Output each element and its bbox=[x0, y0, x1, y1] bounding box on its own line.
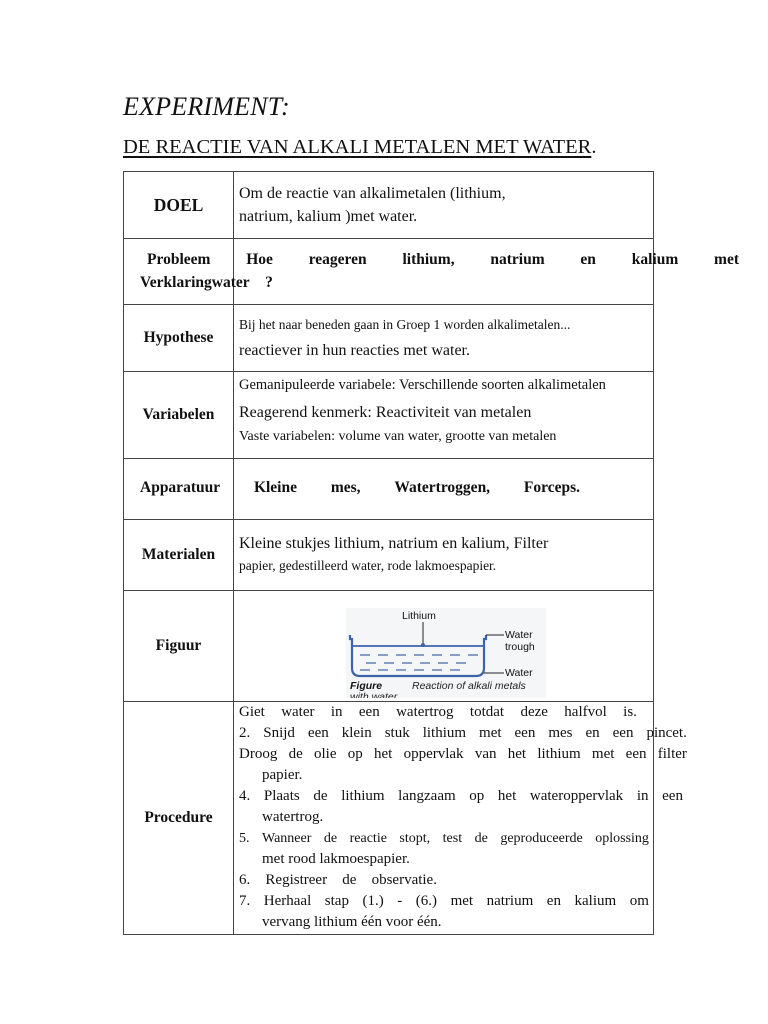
procedure-word: in bbox=[636, 788, 649, 804]
procedure-word: Snijd bbox=[263, 725, 295, 741]
procedure-word: lithium bbox=[341, 788, 385, 804]
apparatuur-line bbox=[140, 479, 580, 498]
probleem-word: met bbox=[714, 251, 739, 268]
procedure-word: Plaats bbox=[263, 788, 300, 804]
row-figuur bbox=[124, 591, 653, 702]
experiment-subtitle bbox=[123, 136, 596, 159]
apparatuur-item: Forceps. bbox=[523, 479, 580, 496]
label-variabelen bbox=[124, 372, 233, 458]
subtitle-period: . bbox=[591, 136, 597, 158]
procedure-line bbox=[239, 723, 687, 744]
water-trough-illustration bbox=[346, 608, 546, 698]
procedure-word: natrium bbox=[486, 893, 534, 909]
probleem-word: natrium bbox=[490, 251, 545, 268]
procedure-word: de bbox=[313, 788, 328, 804]
probleem-word: kalium bbox=[631, 251, 679, 268]
procedure-word: lithium bbox=[422, 725, 467, 741]
procedure-word: reactie bbox=[349, 831, 387, 846]
variabelen-line-3: Vaste variabelen: volume van water, grootte van metalen bbox=[239, 429, 557, 444]
figure-caption-line-2: with water bbox=[350, 691, 398, 698]
label-water: Water bbox=[505, 667, 533, 679]
row-probleem bbox=[124, 239, 739, 305]
label-water-trough-1: Water bbox=[505, 629, 533, 641]
procedure-word: lithium bbox=[537, 746, 581, 762]
procedure-word: op bbox=[347, 746, 363, 762]
procedure-word: mes bbox=[548, 725, 573, 741]
procedure-word: in bbox=[330, 704, 343, 720]
procedure-word: 5. bbox=[239, 831, 250, 846]
apparatuur-item: mes, bbox=[330, 479, 361, 496]
procedure-word: filter bbox=[657, 746, 687, 762]
label-figuur bbox=[124, 591, 233, 701]
procedure-word: op bbox=[469, 788, 485, 804]
label-water-trough-2: trough bbox=[505, 641, 535, 653]
procedure-word: een bbox=[307, 725, 329, 741]
procedure-word: Droog bbox=[239, 746, 278, 762]
probleem-word: Hoe bbox=[246, 251, 273, 268]
procedure-word: van bbox=[474, 746, 497, 762]
probleem-label-2: Verklaringwater bbox=[140, 274, 250, 291]
variabelen-line-2: Reagerend kenmerk: Reactiviteit van metalen bbox=[239, 404, 532, 421]
materialen-line-1: Kleine stukjes lithium, natrium en kalium, Filter bbox=[239, 535, 549, 552]
procedure-word: 2. bbox=[239, 725, 251, 741]
experiment-title: EXPERIMENT: bbox=[123, 92, 290, 121]
procedure-word: een bbox=[625, 746, 647, 762]
procedure-word: - bbox=[397, 893, 403, 909]
probleem-line-1 bbox=[147, 251, 739, 270]
procedure-word: is. bbox=[623, 704, 637, 720]
label-figuur-text: Figuur bbox=[155, 637, 202, 654]
variabelen-line-1: Gemanipuleerde variabele: Verschillende soorten alkalimetalen bbox=[239, 377, 606, 393]
procedure-word: geproduceerde bbox=[500, 831, 583, 846]
procedure-word: 7. bbox=[239, 893, 251, 909]
label-procedure bbox=[124, 702, 233, 934]
procedure-line bbox=[239, 828, 649, 849]
procedure-line: papier. bbox=[262, 767, 303, 783]
row-variabelen bbox=[124, 372, 653, 459]
procedure-word: stap bbox=[324, 893, 349, 909]
procedure-word: halfvol bbox=[564, 704, 607, 720]
probleem-word: en bbox=[580, 251, 596, 268]
label-doel bbox=[124, 172, 233, 238]
row-doel bbox=[124, 172, 653, 239]
procedure-word: Wanneer bbox=[262, 831, 312, 846]
apparatuur-item: Kleine bbox=[253, 479, 297, 496]
label-materialen-text: Materialen bbox=[141, 546, 216, 563]
procedure-word: het bbox=[374, 746, 393, 762]
procedure-word: (6.) bbox=[415, 893, 438, 909]
procedure-word: om bbox=[629, 893, 649, 909]
procedure-line bbox=[239, 786, 683, 807]
procedure-word: observatie. bbox=[371, 872, 437, 888]
procedure-word: met bbox=[591, 746, 615, 762]
materialen-line-2: papier, gedestilleerd water, rode lakmoespapier. bbox=[239, 558, 497, 573]
label-procedure-text: Procedure bbox=[144, 809, 213, 826]
procedure-word: een bbox=[662, 788, 683, 804]
probleem-word: lithium, bbox=[402, 251, 455, 268]
procedure-word: oplossing bbox=[595, 831, 649, 846]
procedure-line bbox=[239, 702, 637, 723]
probleem-question-mark: ? bbox=[265, 274, 273, 291]
procedure-word: het bbox=[497, 788, 517, 804]
experiment-table bbox=[123, 171, 739, 935]
procedure-word: een bbox=[612, 725, 634, 741]
procedure-word: stopt, bbox=[399, 831, 431, 846]
procedure-word: Registreer bbox=[265, 872, 328, 888]
procedure-word: pincet. bbox=[646, 725, 687, 741]
row-materialen bbox=[124, 520, 653, 591]
row-apparatuur bbox=[124, 459, 653, 520]
procedure-word: test bbox=[442, 831, 463, 846]
procedure-line: met rood lakmoespapier. bbox=[262, 851, 410, 867]
procedure-word: en bbox=[585, 725, 600, 741]
procedure-word: langzaam bbox=[398, 788, 456, 804]
procedure-line bbox=[239, 891, 649, 912]
procedure-word: met bbox=[479, 725, 502, 741]
procedure-word: Herhaal bbox=[263, 893, 312, 909]
figure-caption-bold: Figure bbox=[350, 680, 383, 692]
figure-caption: Reaction of alkali metals bbox=[412, 680, 526, 692]
label-hypothese-text: Hypothese bbox=[143, 329, 214, 346]
label-hypothese bbox=[124, 305, 233, 371]
procedure-word: water bbox=[281, 704, 315, 720]
procedure-line bbox=[239, 744, 687, 765]
label-materialen bbox=[124, 520, 233, 590]
procedure-word: de bbox=[342, 872, 357, 888]
procedure-word: met bbox=[450, 893, 474, 909]
procedure-word: klein bbox=[341, 725, 372, 741]
procedure-word: een bbox=[514, 725, 536, 741]
hypothese-line-2: reactiever in hun reacties met water. bbox=[239, 342, 470, 359]
procedure-word: deze bbox=[520, 704, 548, 720]
procedure-word: en bbox=[546, 893, 561, 909]
procedure-line bbox=[239, 870, 437, 891]
procedure-word: de bbox=[323, 831, 338, 846]
procedure-word: oppervlak bbox=[403, 746, 464, 762]
procedure-line: vervang lithium één voor één. bbox=[262, 914, 442, 930]
procedure-word: olie bbox=[314, 746, 337, 762]
label-apparatuur: Apparatuur bbox=[140, 479, 221, 496]
row-hypothese bbox=[124, 305, 653, 372]
procedure-word: 4. bbox=[239, 788, 251, 804]
procedure-word: (1.) bbox=[362, 893, 384, 909]
subtitle-text: DE REACTIE VAN ALKALI METALEN MET WATER bbox=[123, 136, 592, 158]
procedure-word: 6. bbox=[239, 872, 251, 888]
row-procedure bbox=[124, 702, 687, 935]
label-doel-text: DOEL bbox=[153, 194, 204, 215]
procedure-word: stuk bbox=[384, 725, 410, 741]
procedure-word: een bbox=[358, 704, 380, 720]
procedure-word: het bbox=[507, 746, 527, 762]
procedure-word: watertrog bbox=[396, 704, 454, 720]
doel-line-2: natrium, kalium )met water. bbox=[239, 208, 418, 225]
procedure-word: kalium bbox=[574, 893, 617, 909]
procedure-word: totdat bbox=[469, 704, 505, 720]
procedure-word: Giet bbox=[239, 704, 265, 720]
probleem-line-2 bbox=[140, 274, 273, 293]
procedure-word: de bbox=[288, 746, 303, 762]
procedure-line: watertrog. bbox=[262, 809, 324, 825]
procedure-word: de bbox=[474, 831, 488, 846]
probleem-label: Probleem bbox=[147, 251, 211, 268]
label-lithium: Lithium bbox=[402, 610, 436, 622]
doel-line-1: Om de reactie van alkalimetalen (lithium, bbox=[239, 185, 506, 202]
hypothese-line-1: Bij het naar beneden gaan in Groep 1 worden alkalimetalen... bbox=[239, 317, 571, 332]
procedure-steps bbox=[239, 702, 689, 933]
probleem-word: reageren bbox=[308, 251, 367, 268]
apparatuur-item: Watertroggen, bbox=[394, 479, 491, 496]
procedure-word: wateroppervlak bbox=[529, 788, 624, 804]
label-variabelen-text: Variabelen bbox=[142, 406, 215, 423]
water-trough-figure bbox=[346, 608, 546, 698]
